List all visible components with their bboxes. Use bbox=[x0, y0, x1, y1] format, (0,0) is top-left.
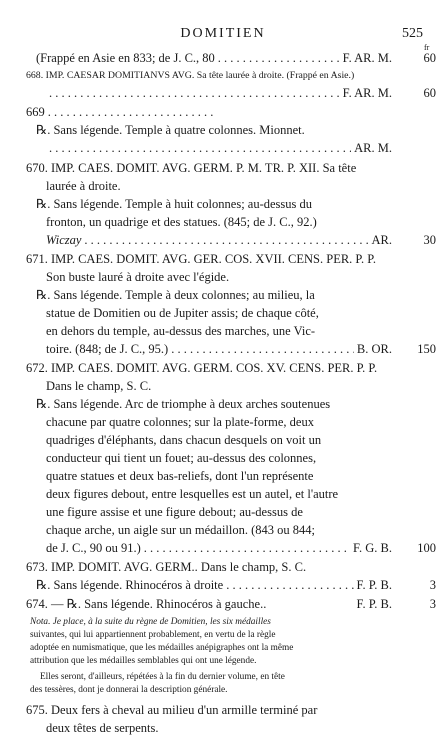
line-text: ℞. Sans légende. Temple à quatre colonnes. Mionnet. bbox=[36, 123, 305, 137]
entry-line bbox=[46, 468, 392, 484]
catalog-code: F. P. B. bbox=[356, 578, 392, 592]
line-text: fronton, un quadrige et des statues. (845; de J. C., 92.) bbox=[46, 215, 317, 229]
leader-dots bbox=[226, 577, 353, 593]
entry-line bbox=[46, 378, 392, 394]
entry-line bbox=[46, 214, 392, 230]
entry-line bbox=[36, 122, 392, 138]
catalog-code: F. AR. M. bbox=[342, 51, 392, 65]
note-line bbox=[30, 616, 424, 629]
catalog-code: F. AR. M. bbox=[342, 86, 392, 100]
line-text: 672. IMP. CAES. DOMIT. AVG. GERM. COS. XV. CENS. PER. P. P. bbox=[26, 361, 378, 375]
leader-dots bbox=[49, 140, 351, 156]
catalog-code: AR. bbox=[371, 233, 392, 247]
leader-dots bbox=[84, 232, 368, 248]
note-text: suivantes, qui lui appartiennent probablement, en vertu de la règle bbox=[30, 630, 276, 640]
note-text: Nota. Je place, à la suite du règne de Domitien, les six médailles bbox=[30, 617, 271, 627]
leader-dots bbox=[144, 540, 350, 556]
line-text: 671. IMP. CAES. DOMIT. AVG. GER. COS. XVII. CENS. PER. P. P. bbox=[26, 252, 376, 266]
line-text: deux figures debout, entre lesquelles est un autel, et l'autre bbox=[46, 487, 339, 501]
entry-line bbox=[46, 232, 392, 248]
line-text: 673. IMP. DOMIT. AVG. GERM.. Dans le champ, S. C. bbox=[26, 560, 307, 574]
running-title: DOMITIEN bbox=[180, 26, 266, 41]
line-text: quatre statues et deux bas-reliefs, dont l'un représente bbox=[46, 469, 314, 483]
entry-line bbox=[46, 341, 392, 357]
line-text: 675. Deux fers à cheval au milieu d'un armille terminé par bbox=[26, 703, 318, 717]
leader-dots bbox=[171, 341, 354, 357]
entry-number: 669 bbox=[26, 105, 45, 119]
entry-line bbox=[46, 720, 392, 736]
entry-line bbox=[46, 414, 392, 430]
note-line bbox=[30, 642, 424, 655]
page-marginalia: fr bbox=[424, 43, 430, 52]
note-text: Elles seront, d'ailleurs, répétées à la fin du dernier volume, en tête bbox=[40, 672, 285, 682]
entry-line bbox=[26, 702, 392, 718]
line-text: (Frappé en Asie en 833; de J. C., 80 bbox=[36, 51, 215, 65]
price: 60 bbox=[423, 51, 436, 65]
leader-dots bbox=[49, 85, 340, 101]
entry-line bbox=[36, 196, 392, 212]
price: 100 bbox=[417, 541, 436, 555]
entry-line bbox=[46, 269, 392, 285]
entry-line bbox=[36, 396, 392, 412]
price: 150 bbox=[417, 342, 436, 356]
line-text: chacune par quatre colonnes; sur la plate-forme, deux bbox=[46, 415, 314, 429]
entry-line bbox=[26, 160, 392, 176]
entry-line bbox=[26, 596, 392, 612]
line-text: toire. (848; de J. C., 95.) bbox=[46, 342, 169, 356]
line-text: deux têtes de serpents. bbox=[46, 721, 159, 735]
entry-line bbox=[26, 104, 216, 120]
entry-line bbox=[36, 287, 392, 303]
line-text: Wiczay bbox=[46, 233, 82, 247]
entry-line bbox=[36, 577, 392, 593]
entry-line bbox=[46, 540, 392, 556]
catalog-code: F. P. B. bbox=[356, 597, 392, 611]
catalog-code: B. OR. bbox=[356, 342, 392, 356]
price: 60 bbox=[423, 86, 436, 100]
note-line bbox=[30, 629, 424, 642]
entry-line bbox=[26, 360, 392, 376]
line-text: de J. C., 90 ou 91.) bbox=[46, 541, 141, 555]
line-text: Son buste lauré à droite avec l'égide. bbox=[46, 270, 230, 284]
price: 3 bbox=[429, 597, 436, 611]
line-text: Dans le champ, S. C. bbox=[46, 379, 152, 393]
note-text: attribution que les médailles semblables qui ont une légende. bbox=[30, 656, 257, 666]
entry-line bbox=[46, 450, 392, 466]
line-text: ℞. Sans légende. Rhinocéros à droite bbox=[36, 578, 224, 592]
entry-line bbox=[26, 251, 392, 267]
entry-line bbox=[46, 504, 392, 520]
entry-line bbox=[46, 140, 392, 156]
line-text: en dehors du temple, au-dessus des marches, une Vic- bbox=[46, 324, 316, 338]
note-line bbox=[30, 655, 424, 668]
line-text: ℞. Sans légende. Arc de triomphe à deux arches soutenues bbox=[36, 397, 331, 411]
line-text: conducteur qui tient un fouet; au-dessus des colonnes, bbox=[46, 451, 317, 465]
line-text: une figure assise et une figure debout; au-dessus de bbox=[46, 505, 303, 519]
line-text: chaque arche, un aigle sur un médaillon. (843 ou 844; bbox=[46, 523, 316, 537]
entry-line bbox=[26, 69, 406, 82]
note-line bbox=[30, 684, 424, 697]
entry-line bbox=[46, 305, 392, 321]
price: 3 bbox=[429, 578, 436, 592]
entry-line bbox=[46, 486, 392, 502]
entry-line bbox=[46, 323, 392, 339]
note-text: des tessères, dont je donnerai la description générale. bbox=[30, 685, 228, 695]
price: 30 bbox=[423, 233, 436, 247]
entry-line bbox=[26, 559, 392, 575]
entry-line bbox=[46, 522, 392, 538]
leader-dots bbox=[48, 104, 213, 120]
catalog-code: F. G. B. bbox=[353, 541, 392, 555]
note-text: adoptée en numismatique, que les médailles anépigraphes ont la même bbox=[30, 643, 294, 653]
catalog-code: AR. M. bbox=[354, 141, 392, 155]
line-text: ℞. Sans légende. Temple à deux colonnes; au milieu, la bbox=[36, 288, 315, 302]
leader-dots bbox=[218, 50, 340, 66]
line-text: statue de Domitien ou de Jupiter assis; de chaque côté, bbox=[46, 306, 319, 320]
line-text: 670. IMP. CAES. DOMIT. AVG. GERM. P. M. TR. P. XII. Sa tête bbox=[26, 161, 357, 175]
line-text: laurée à droite. bbox=[46, 179, 121, 193]
line-text: ℞. Sans légende. Temple à huit colonnes; au-dessus du bbox=[36, 197, 313, 211]
line-text: 674. — ℞. Sans légende. Rhinocéros à gauche.. bbox=[26, 597, 267, 611]
entry-line bbox=[46, 178, 392, 194]
note-line bbox=[40, 671, 424, 684]
entry-line bbox=[46, 85, 392, 101]
entry-line bbox=[36, 50, 392, 66]
line-text: 668. IMP. CAESAR DOMITIANVS AVG. Sa tête laurée à droite. (Frappé en Asie.) bbox=[26, 70, 355, 81]
entry-line bbox=[46, 432, 392, 448]
page-number: 525 bbox=[402, 26, 423, 41]
line-text: quadriges d'éléphants, dans chacun desquels on voit un bbox=[46, 433, 322, 447]
